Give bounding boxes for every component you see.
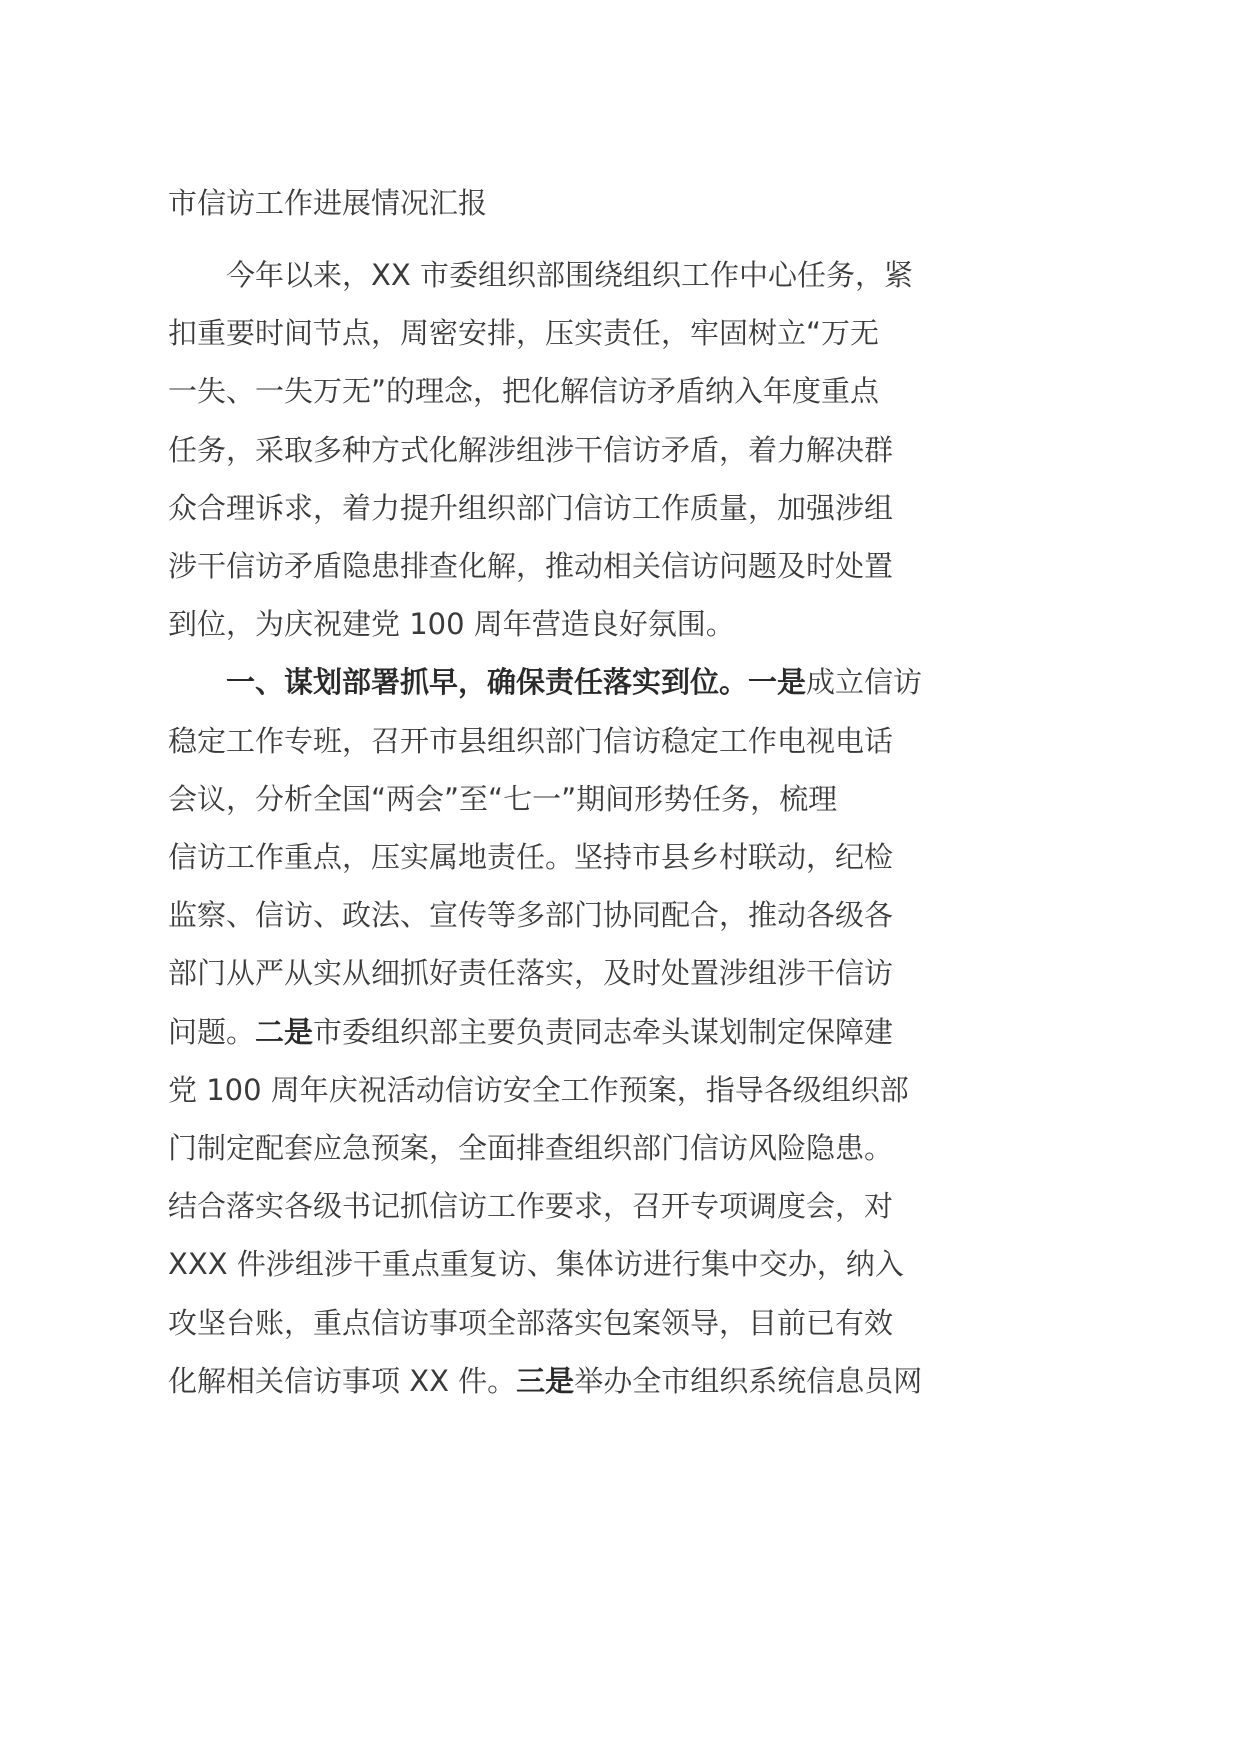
text-line	[168, 257, 913, 293]
text-segment: XXX 件涉组涉干重点重复访、集体访进行集中交办，纳入	[168, 1247, 904, 1282]
text-segment: 众合理诉求，着力提升组织部门信访工作质量，加强涉组	[168, 490, 894, 525]
text-line	[168, 781, 837, 817]
text-line	[168, 664, 922, 700]
text-segment: 市委组织部主要负责同志牵头谋划制定保障建	[313, 1014, 894, 1049]
text-line	[168, 839, 893, 875]
text-line	[168, 373, 879, 409]
text-segment: 问题。	[168, 1014, 256, 1049]
text-segment: 攻坚台账，重点信访事项全部落实包案领导，目前已有效	[168, 1305, 894, 1340]
text-line	[168, 1305, 893, 1341]
text-line	[168, 1363, 922, 1399]
text-line	[168, 1014, 893, 1050]
text-line	[168, 723, 893, 759]
text-segment: 会议，分析全国“两会”至“七一”期间形势任务，梳理	[168, 781, 838, 816]
text-segment: 部门从严从实从细抓好责任落实，及时处置涉组涉干信访	[168, 956, 894, 991]
text-segment: 化解相关信访事项 XX 件。	[168, 1363, 517, 1398]
text-line	[168, 897, 893, 933]
text-segment: 到位，为庆祝建党 100 周年营造良好氛围。	[168, 607, 735, 642]
document-title: 市信访工作进展情况汇报	[168, 186, 488, 220]
text-line	[168, 1130, 893, 1166]
text-segment: 监察、信访、政法、宣传等多部门协同配合，推动各级各	[168, 898, 894, 933]
text-segment: 今年以来，XX 市委组织部围绕组织工作中心任务，紧	[168, 258, 913, 292]
text-line	[168, 432, 893, 468]
text-line	[168, 1246, 904, 1282]
text-segment: 党 100 周年庆祝活动信访安全工作预案，指导各级组织部	[168, 1072, 909, 1107]
text-segment: 稳定工作专班，召开市县组织部门信访稳定工作电视电话	[168, 723, 894, 758]
text-line	[168, 548, 893, 584]
bold-text-segment: 三是	[516, 1363, 575, 1398]
text-segment: 一失、一失万无”的理念，把化解信访矛盾纳入年度重点	[168, 374, 880, 409]
text-segment: 扣重要时间节点，周密安排，压实责任，牢固树立“万无	[168, 316, 880, 351]
text-segment: 举办全市组织系统信息员网	[574, 1363, 923, 1398]
text-segment: 信访工作重点，压实属地责任。坚持市县乡村联动，纪检	[168, 840, 894, 874]
text-line	[168, 1072, 909, 1108]
text-line	[168, 955, 893, 991]
text-segment: 任务，采取多种方式化解涉组涉干信访矛盾，着力解决群	[168, 432, 894, 467]
text-line	[168, 606, 735, 642]
text-segment: 结合落实各级书记抓信访工作要求，召开专项调度会，对	[168, 1189, 894, 1224]
text-segment: 门制定配套应急预案，全面排查组织部门信访风险隐患。	[168, 1131, 894, 1165]
text-line	[168, 490, 893, 526]
bold-text-segment: 二是	[255, 1014, 314, 1049]
text-segment: 涉干信访矛盾隐患排查化解，推动相关信访问题及时处置	[168, 549, 894, 583]
bold-text-segment: 一、谋划部署抓早，确保责任落实到位。一是	[168, 665, 807, 700]
text-line	[168, 315, 879, 351]
text-line	[168, 1188, 893, 1224]
text-segment: 成立信访	[806, 665, 923, 700]
